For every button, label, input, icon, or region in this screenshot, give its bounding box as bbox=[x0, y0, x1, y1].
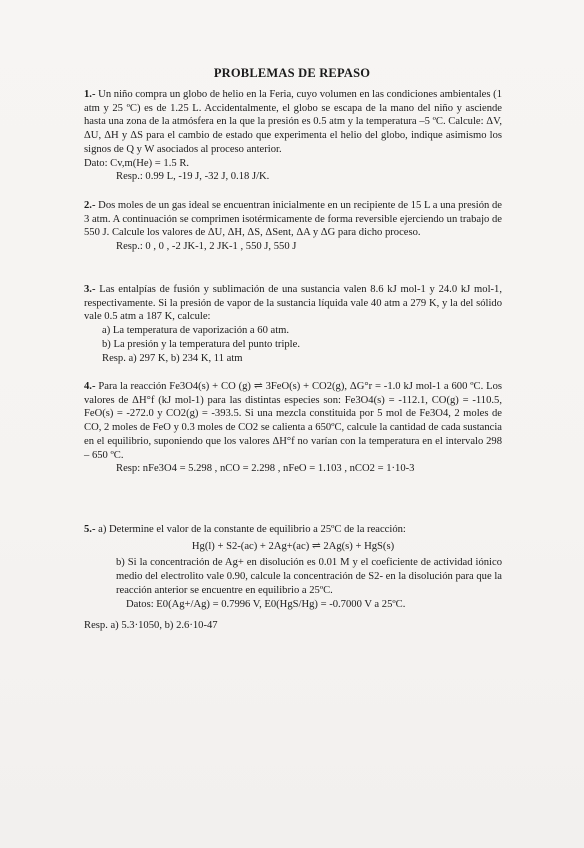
problem-number: 4.- bbox=[84, 381, 96, 392]
problem-text: Dos moles de un gas ideal se encuentran inicialmente en un recipiente de 15 L a una presión de 3 atm. A continuación se comprimen isotérmicamente de forma reversible ejerciendo un trabajo de 550 J. Calcule los valores de ΔU, ΔH, ΔS, ΔSent, ΔA y ΔG para dicho proceso. bbox=[84, 200, 502, 239]
problem-part-b: b) Si la concentración de Ag+ en disolución es 0.01 M y el coeficiente de actividad iónico medio del electrolito vale 0.90, calcule la concentración de S2- en la disolución para que la reacción anterior se encuentre en equilibrio a 25ºC. bbox=[116, 557, 502, 596]
page-title: PROBLEMAS DE REPASO bbox=[213, 66, 371, 80]
problem-answer: Resp.: 0.99 L, -19 J, -32 J, 0.18 J/K. bbox=[116, 171, 270, 183]
problem-answer: Resp.: 0 , 0 , -2 JK-1, 2 JK-1 , 550 J, 550 J bbox=[116, 241, 297, 253]
problem-answer: Resp: nFe3O4 = 5.298 , nCO = 2.298 , nFeO = 1.103 , nCO2 = 1·10-3 bbox=[116, 463, 415, 475]
problem-text: Para la reacción Fe3O4(s) + CO (g) ⇌ 3FeO(s) + CO2(g), ΔG°r = -1.0 kJ mol-1 a 600 ºC. Los valores de ΔH°f (kJ mol-1) para las distintas especies son: Fe3O4(s) = -112.1, CO(g) = -110.5, FeO(s) = -272.0 y CO2(g) = -393.5. Si una mezcla constituida por 5 mol de Fe3O4, 2 moles de CO, 2 moles de FeO y 0.3 moles de CO2 se calienta a 650ºC, calcule la cantidad de cada sustancia en el equilibrio, suponiendo que los valores ΔH°f no varían con la temperatura en el intervalo 298 – 650 ºC. bbox=[84, 381, 502, 461]
problem-4 bbox=[84, 380, 502, 476]
problem-item-a: a) La temperatura de vaporización a 60 atm. bbox=[102, 325, 290, 337]
problem-item-b: b) La presión y la temperatura del punto triple. bbox=[102, 338, 300, 350]
problem-number: 3.- bbox=[84, 284, 96, 295]
problem-answer: Resp. a) 5.3·1050, b) 2.6·10-47 bbox=[84, 620, 218, 632]
problem-text: a) Determine el valor de la constante de equilibrio a 25ºC de la reacción: bbox=[98, 524, 406, 535]
problem-text: Las entalpías de fusión y sublimación de una sustancia valen 8.6 kJ mol-1 y 24.0 kJ mol-1, respectivamente. Si la presión de vapor de la sustancia líquida vale 40 atm a 279 K, y la del sólido vale 0.5 atm a 187 K, calcule: bbox=[84, 284, 502, 323]
problem-1 bbox=[84, 88, 502, 184]
problem-3 bbox=[84, 283, 502, 365]
problem-answer: Resp. a) 297 K, b) 234 K, 11 atm bbox=[102, 352, 243, 364]
problem-5 bbox=[84, 523, 502, 633]
problem-2 bbox=[84, 199, 502, 254]
problem-data: Datos: E0(Ag+/Ag) = 0.7996 V, E0(HgS/Hg) = -0.7000 V a 25ºC. bbox=[126, 598, 406, 610]
problem-number: 2.- bbox=[84, 200, 96, 211]
reaction-equation: Hg(l) + S2-(ac) + 2Ag+(ac) ⇌ 2Ag(s) + HgS(s) bbox=[191, 540, 395, 552]
problem-data: Dato: Cv,m(He) = 1.5 R. bbox=[84, 157, 190, 169]
problem-text: Un niño compra un globo de helio en la Feria, cuyo volumen en las condiciones ambientales (1 atm y 25 ºC) es de 1.25 L. Accidentalmente, el globo se escapa de la mano del niño y asciende hasta una zona de la atmósfera en la que la presión es 0.5 atm y la temperatura –5 ºC. Calcule: ΔV, ΔU, ΔH y ΔS para el cambio de estado que experimenta el helio del globo, indique asimismo los signos de Q y W asociados al proceso anterior. bbox=[84, 89, 502, 155]
problem-number: 5.- bbox=[84, 524, 96, 535]
problem-number: 1.- bbox=[84, 89, 96, 100]
